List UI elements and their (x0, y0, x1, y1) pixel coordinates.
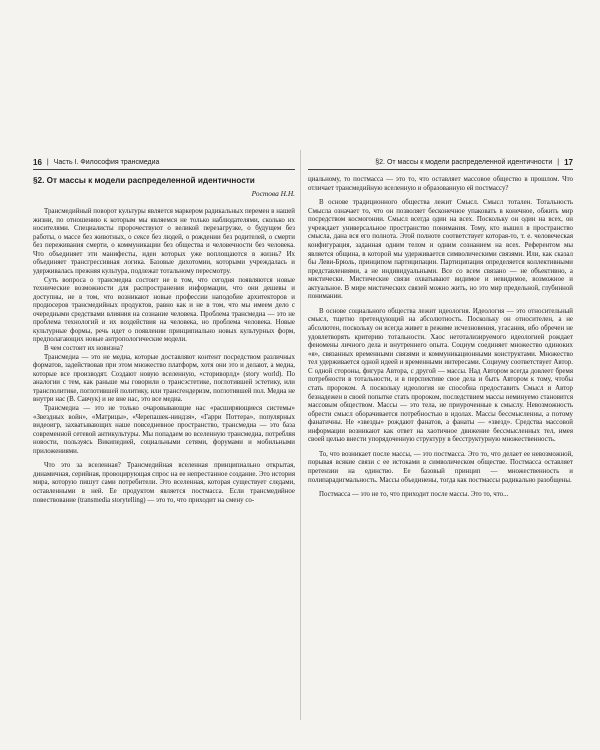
running-head-separator: | (557, 159, 560, 166)
left-page-number: 16 (33, 158, 42, 167)
paragraph: Трансмедиа — это не медиа, которые доставляют контент посредством различных форматов, задействовав при этом множество платформ, хотя они это и делают, а медиа, которые все производят. Создают новую вселенную, «сториворлд» (story world). По аналогии с тем, как раньше мы говорили о трансэстетике, поглотившей эстетику, или трансполитике, поглотившей политику, или трансгендеризм, поглотившей пол. Медиа не внутри нас (В. Савчук) и не вне нас, это все медиа. (33, 353, 295, 404)
right-page-number: 17 (564, 158, 573, 167)
paragraph: Что это за вселенная? Трансмедийная вселенная принципиально открытая, динамичная, серийная, провоцирующая спрос на ее непрестанное создание. Это история мира, которую пишут сами потребители. Это вселенная, которая существует следами, оставленными в ней. Ее продуктом является постмасса. Если трансмедийное повествование (transmedia storytelling) — это то, что приходит на смену со- (33, 462, 295, 504)
paragraph: В основе социального общества лежит идеология. Идеология — это относительный смысл, тщетно претендующий на абсолютность. Поскольку он относителен, а не абсолютен, поскольку он всегда живет в режиме исчезновения, угасания, ибо обречен не удовлетворять критерию тотальности. Хаос нетотализируемого идеологией рождает феномены личного дела и внутреннего опыта. Социум соединяет множество одиноких «я», связанных временными связями и коммуникационными конструктами. Множество тел удерживается одной идеей и временными интересами. Социуму соответствует Автор. С одной стороны, фигура Автора, с другой — массы. Над Автором всегда довлеет бремя потребности в тотальности, и в перспективе свое дела и быть Автором к тому, чтобы стать пророком. А поскольку идеология не способна предоставить Смысл и Автор безнадежен в своей попытке стать пророком, последствием массы неминуемо становится массовым обществом. Массы — это тела, не приуроченные к смыслу. Невозможность обрести смысл оборачивается потребностью в идолах. Массы бессмысленны, а потому фанатичны. Не «звезды» рождают фанатов, а фанаты — «звезд». Средства массовой информации возникают как ответ на хаотичное движение бессмысленных тел, имея своей целью внести упорядоченную структуру в бесструктурную множественность. (308, 307, 573, 444)
part-title: Часть I. Философия трансмедиа (53, 159, 160, 166)
right-page (308, 158, 573, 718)
left-page (33, 158, 295, 718)
paragraph: В чем состоит их новизна? (44, 345, 123, 352)
right-running-head (308, 158, 573, 170)
paragraph: То, что возникает после массы, — это постмасса. Это то, что делает ее невозможной, порывая всякие связи с ее истоками в символическом обществе. Постмасса оставляет претензии на единство. Ее базовый принцип — множественность и полипарадигмальность. Массы объединены, тогда как постмассы радикально разобщены. (308, 450, 573, 484)
running-head-separator: | (46, 159, 49, 166)
section-running-title: §2. От массы к модели распределенной идентичности (375, 159, 553, 166)
page-gutter (300, 150, 301, 720)
section-title: §2. От массы к модели распределенной идентичности (33, 176, 255, 185)
left-running-head (33, 158, 295, 170)
paragraph: Суть вопроса о трансмедиа состоит не в том, что сегодня появляются новые технические возможности для распространения информации, что они дешевы и доступны, не в том, что возникают новые профессии наподобие архитекторов и продюсеров трансмедийных продуктов, равно как и не в том, что мы имеем дело с очередными средствами влияния на сознание человека. Проблема трансмедиа — это не проблема технологий и их воздействия на человека, но проблема человека. Новые культурные формы, речь идет о появлении принципиально новых культурных форм, предполагающих новые антропологические модели. (33, 276, 295, 344)
paragraph: В основе традиционного общества лежит Смысл. Смысл тотален. Тотальность Смысла означает то, что он позволяет бесконечное упаковать в конечное, обжить мир посредством космогонии. Смысл всегда один на всех. Поскольку он один на всех, он учреждает универсальное пространство понимания. Тому, кто вышел в пространство смысла, дана вся его полнота. Этой полноте соответствует которая-то, т. е. человеческая конфигурация, заданная одним телом и одним сознанием на всех. Референтом мы является община, в которой мы удерживается символическими связями. Или, как сказал бы Леви-Брюль, принципом партиципации. Партиципация определяется коллективными представлениями, а не индивидуальными. Все со всем связано — не объективно, а мистически. Мистические связи охватывают видимое и невидимое, возможное и актуальное. В мире мистических связей можно жить, но это мир предельной, глубинной понимании. (308, 199, 573, 301)
paragraph: Трансмедийный поворот культуры является маркером радикальных перемен в нашей жизни, по отношению к которым мы являемся не только наблюдателями, сколько их носителями. Специалисты пророчествуют о великой перезагрузке, о будущем без работы, о массе без животных, о сексе без людей, о рождении без родителей, о смерти без переживания смерти, о коммуникации без общества и человечности без человека. Что объединяет эти манифесты, идеи которых уже воплощаются в жизнь? Их объединяет трансгрессивная логика. Базовые дихотомии, которыми учреждалась и удерживалась прежняя культура, подлежат тотальному пересмотру. (33, 208, 295, 275)
paragraph: циальному, то постмасса — это то, что оставляет массовое общество в прошлом. Что отличает трансмедийную вселенную и образованную ей постмассу? (308, 176, 573, 192)
author-name: Ростова Н.Н. (251, 189, 295, 198)
paragraph: Постмасса — это не то, что приходит после массы. Это то, что... (319, 491, 509, 499)
paragraph: Трансмедиа — это не только очаровывающие нас «расширяющиеся системы» «Звездных войн», «Матрицы», «Черепашек-ниндзя», «Гарри Поттера», популярных видеоигр, захватывающих наше повседневное пространство, трансмедиа — это база современной сетевой антикультуры. Мы попадаем во вселенную трансмедиа, потребляя новости, пользуясь Википедией, социальными сетями, форумами и мобильными приложениями. (33, 404, 295, 455)
